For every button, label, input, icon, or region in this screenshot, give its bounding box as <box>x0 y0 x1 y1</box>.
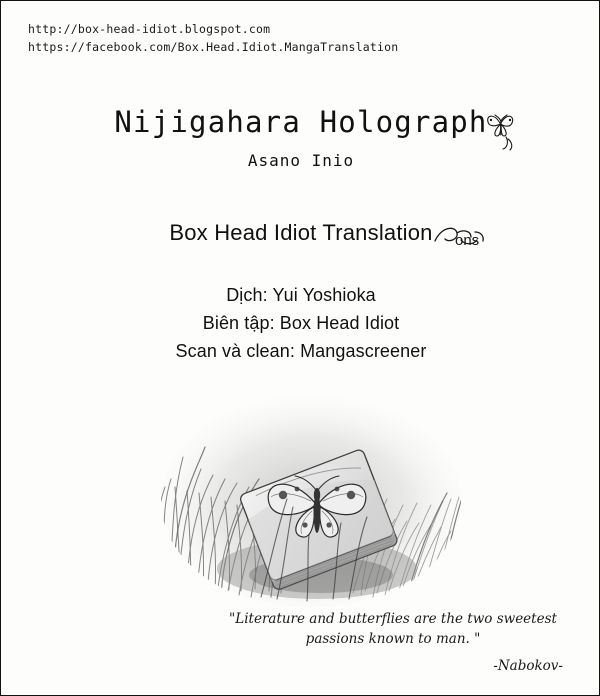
staff-credits <box>1 282 600 366</box>
quote-text: "Literature and butterflies are the two sweetest passions known to man. " <box>229 611 557 648</box>
pencil-drawing-butterfly-on-book-in-grass <box>121 383 501 613</box>
facebook-url[interactable]: https://facebook.com/Box.Head.Idiot.MangaTranslation <box>28 39 399 54</box>
staff-translator: Dịch: Yui Yoshioka <box>226 285 376 305</box>
group-mark-text: ons <box>455 232 480 249</box>
staff-scan-clean: Scan và clean: Mangascreener <box>175 340 427 361</box>
swirl-flourish-icon <box>431 219 487 253</box>
staff-editor: Biên tập: Box Head Idiot <box>202 312 400 333</box>
author-name: Asano Inio <box>247 151 355 170</box>
quote-attribution: -Nabokov- <box>493 658 563 674</box>
blog-url[interactable]: http://box-head-idiot.blogspot.com <box>28 22 271 36</box>
translation-group: Box Head Idiot Translation <box>169 220 433 245</box>
credits-urls <box>28 21 398 57</box>
page-title: Nijigahara Holograph <box>114 105 488 139</box>
